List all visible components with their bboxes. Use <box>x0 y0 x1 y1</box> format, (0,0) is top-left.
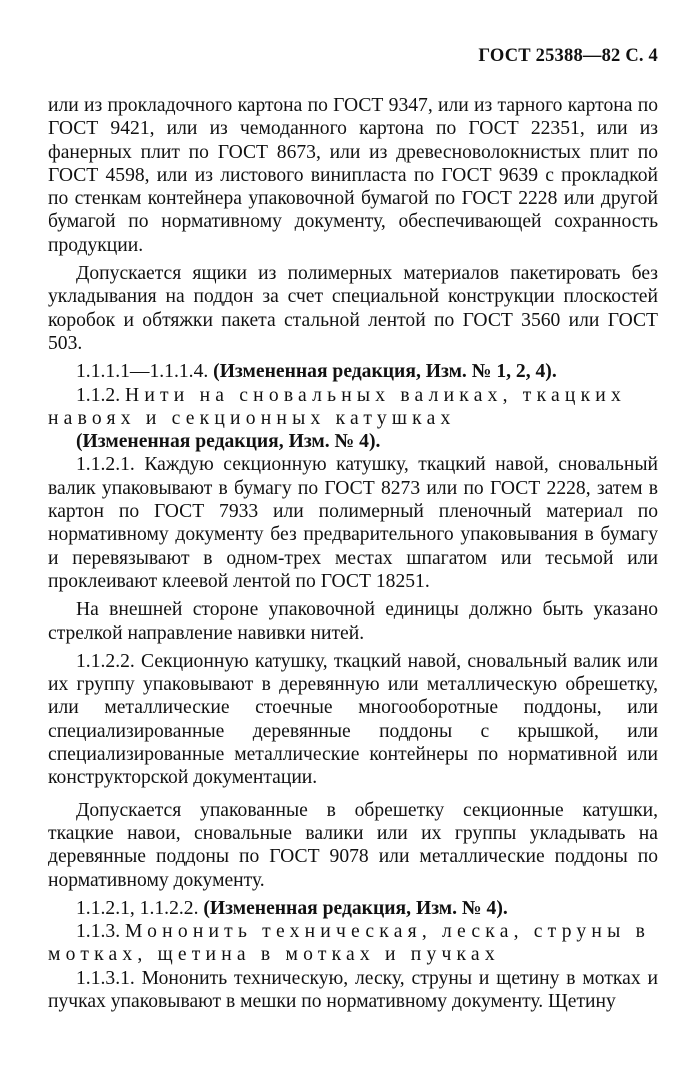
paragraph: На внешней стороне упаковочной единицы должно быть указано стрелкой направление навивки нитей. <box>48 599 658 644</box>
section-heading <box>48 384 658 407</box>
paragraph: 1.1.2.2. Секционную катушку, ткацкий навой, сновальный валик или их группу упаковывают в деревянную или металлическую обрешетку, или металлические стоечные многооборотные поддоны, или специализированные деревянные поддоны с крышкой, или специализированные металлические контейнеры по нормативной или конструкторской документации. <box>48 650 658 789</box>
amendment-note: (Измененная редакция, Изм. № 1, 2, 4). <box>213 361 557 383</box>
clause-number: 1.1.1.1—1.1.1.4. <box>76 361 209 383</box>
paragraph: 1.1.2.1. Каждую секционную катушку, ткацкий навой, сновальный валик упаковывают в бумагу по ГОСТ 8273 или по ГОСТ 2228, затем в картон по ГОСТ 7933 или полимерный пленочный материал по нормативному документу без предварительного упаковывания в бумагу и перевязывают в одном-трех местах шпагатом или тесьмой или проклеивают клеевой лентой по ГОСТ 18251. <box>48 454 658 592</box>
paragraph: или из прокладочного картона по ГОСТ 9347, или из тарного картона по ГОСТ 9421, или из чемоданного картона по ГОСТ 22351, или из фанерных плит по ГОСТ 8673, или из древесноволокнистых плит по ГОСТ 4598, или из листового винипласта по ГОСТ 9639 с прокладкой по стенкам контейнера упаковочной бумагой по ГОСТ 2228 или другой бумагой по нормативному документу, обеспечивающей сохранность продукции. <box>48 95 658 256</box>
section-number: 1.1.3. <box>76 921 121 943</box>
section-title: Мононить техническая, леска, струны в <box>125 921 651 943</box>
amendment-note: (Измененная редакция, Изм. № 4). <box>203 897 508 919</box>
amendment-line <box>48 897 658 920</box>
page-header: ГОСТ 25388—82 С. 4 <box>478 46 658 66</box>
amendment-note: (Измененная редакция, Изм. № 4). <box>76 431 381 453</box>
paragraph: Допускается ящики из полимерных материалов пакетировать без укладывания на поддон за счет специальной конструкции плоскостей коробок и обтяжки пакета стальной лентой по ГОСТ 3560 или ГОСТ 503. <box>48 263 658 354</box>
paragraph: 1.1.3.1. Мононить техническую, леску, струны и щетину в мотках и пучках упаковывают в мешки по нормативному документу. Щетину <box>48 967 658 1012</box>
amendment-line <box>48 360 658 383</box>
document-body <box>48 94 658 1013</box>
clause-number: 1.1.2.1, 1.1.2.2. <box>76 897 199 919</box>
paragraph: Допускается упакованные в обрешетку секционные катушки, ткацкие навои, сновальные валики или их группы укладывать на деревянные поддоны по ГОСТ 9078 или металлические поддоны по нормативному документу. <box>48 799 658 891</box>
section-number: 1.1.2. <box>76 384 121 406</box>
section-heading <box>48 920 658 943</box>
section-title-continued: навоях и секционных катушках <box>48 407 456 429</box>
section-title-continued: мотках, щетина в мотках и пучках <box>48 944 500 966</box>
section-title: Нити на сновальных валиках, ткацких <box>125 384 626 406</box>
